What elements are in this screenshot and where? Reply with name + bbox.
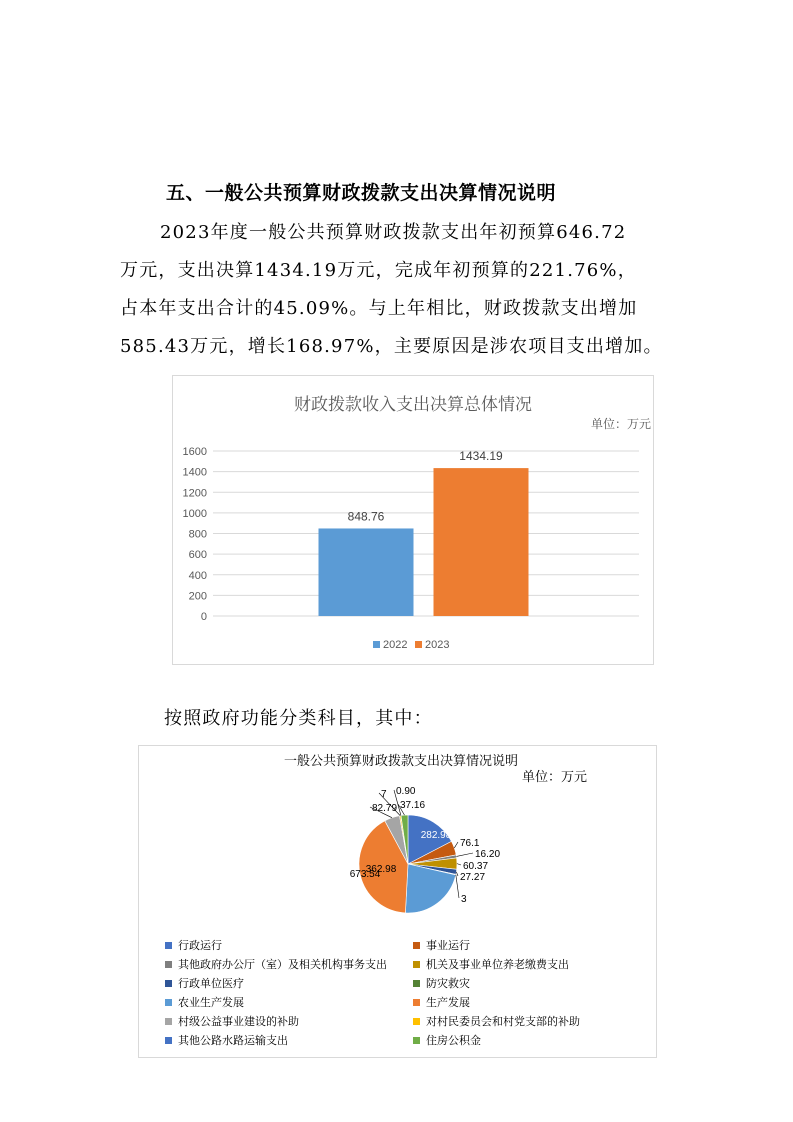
legend-item [165,955,413,974]
legend-item [413,993,645,1012]
legend-swatch [165,999,172,1006]
leader-line [456,872,458,876]
legend-swatch [165,942,172,949]
legend-label: 行政运行 [178,939,222,952]
paragraph-line: 2023年度一般公共预算财政拨款支出年初预算646.72 [160,222,627,243]
pie-chart [138,745,657,1058]
legend-label: 住房公积金 [426,1034,481,1047]
pie-legend [165,936,645,1050]
y-tick-label: 1200 [182,487,207,500]
legend-swatch [165,1018,172,1025]
legend-label: 2022 [383,639,408,651]
legend-label: 其他政府办公厅（室）及相关机构事务支出 [178,958,387,971]
legend-swatch [415,641,422,648]
y-tick-label: 800 [188,528,207,541]
unit-label: 单位：万元 [521,770,587,785]
unit-label: 单位：万元 [590,417,651,431]
slice-label: 362.98 [365,864,397,875]
data-label: 1434.19 [459,449,503,464]
legend-swatch [413,942,420,949]
y-tick-label: 600 [188,549,207,562]
legend-item [413,974,645,993]
legend-item [165,936,413,955]
legend-swatch [165,980,172,987]
legend-item [165,993,413,1012]
y-tick-label: 1400 [182,466,207,479]
slice-label: 60.37 [463,861,489,872]
legend-item [165,1031,413,1050]
section-heading: 五、一般公共预算财政拨款支出决算情况说明 [166,182,557,204]
legend-swatch [413,999,420,1006]
legend-item [165,974,413,993]
legend-label: 对村民委员会和村党支部的补助 [426,1015,580,1028]
y-tick-label: 200 [188,590,207,603]
bar-chart [172,375,654,665]
pie-chart-svg [139,746,656,936]
legend-swatch [413,961,420,968]
legend-swatch [413,1018,420,1025]
y-tick-label: 1600 [182,446,207,458]
legend-item [413,1012,645,1031]
y-tick-label: 0 [200,611,207,623]
y-tick-label: 1000 [182,507,207,520]
summary-paragraph [120,214,680,366]
slice-label: 76.1 [460,838,480,849]
legend-item [165,1012,413,1031]
bar-chart-svg [173,376,653,664]
legend-swatch [373,641,380,648]
legend-label: 其他公路水路运输支出 [178,1034,288,1047]
slice-label: 37.16 [400,800,426,811]
paragraph-line: 585.43万元，增长168.97%，主要原因是涉农项目支出增加。 [120,336,663,357]
slice-label: 282.98 [420,830,452,841]
legend-label: 机关及事业单位养老缴费支出 [426,958,569,971]
slice-label: 3 [461,894,467,905]
slice-label: 82.79 [372,803,398,814]
chart-title: 一般公共预算财政拨款支出决算情况说明 [283,754,519,769]
chart-title: 财政拨款收入支出决算总体情况 [294,395,532,415]
legend-label: 农业生产发展 [178,996,244,1009]
legend-label: 事业运行 [426,939,470,952]
leader-line [457,864,461,865]
leader-line [454,842,458,848]
legend-item [413,955,645,974]
legend-label: 2023 [425,639,450,651]
legend-swatch [413,980,420,987]
paragraph-line: 万元，支出决算1434.19万元，完成年初预算的221.76%， [120,260,637,281]
legend-swatch [165,1037,172,1044]
slice-label: 673.54 [349,869,381,880]
legend-item [413,936,645,955]
slice-label: 27.27 [460,872,486,883]
leader-line [456,875,459,898]
bar-2022 [319,528,414,616]
y-tick-label: 400 [188,569,207,582]
slice-label: 16.20 [475,849,501,860]
legend-label: 行政单位医疗 [178,977,244,990]
legend-item [413,1031,645,1050]
leader-line [456,853,473,856]
legend-swatch [413,1037,420,1044]
sub-heading: 按照政府功能分类科目，其中： [164,708,433,729]
data-label: 848.76 [347,509,385,524]
slice-label: 7 [381,789,387,800]
legend-label: 生产发展 [426,996,470,1009]
legend-swatch [165,961,172,968]
slice-label: 0.90 [396,786,416,797]
legend-label: 村级公益事业建设的补助 [178,1015,299,1028]
bar-2023 [434,468,529,616]
legend-label: 防灾救灾 [426,977,470,990]
paragraph-line: 占本年支出合计的45.09%。与上年相比，财政拨款支出增加 [120,298,638,319]
